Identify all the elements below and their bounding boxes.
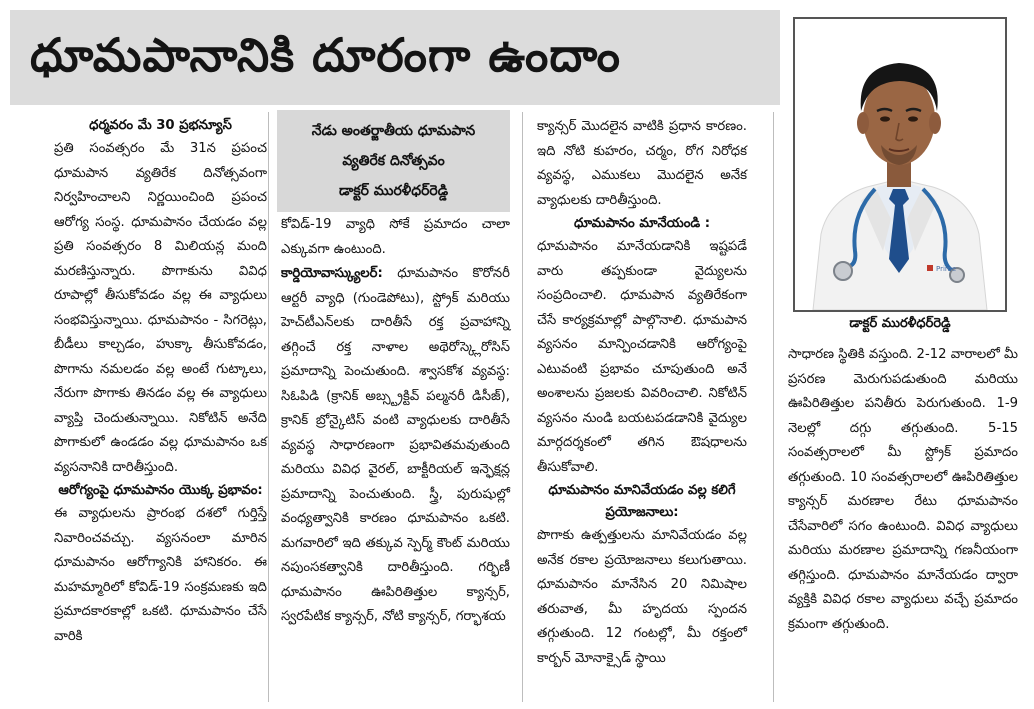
doctor-portrait-illustration (795, 19, 1005, 310)
highlight-box-line: నేడు అంతర్జాతీయ ధూమపాన (311, 123, 476, 139)
column-divider (268, 112, 269, 702)
article-column-2 (281, 213, 510, 630)
paragraph: పొగాకు ఉత్పత్తులను మానివేయడం వల్ల అనేక రకాల ప్రయోజనాలు కలుగుతాయి. ధూమపానం మానేసిన 20 నిమిషాల తరువాత, మీ హృదయ స్పందన తగ్గుతుంది. 12 గంటల్లో, మీ రక్తంలో కార్బన్ మోనాక్సైడ్ స్థాయి (537, 528, 747, 666)
dateline: ధర్మవరం మే 30 ప్రభన్యూస్ (89, 118, 232, 133)
column-divider (522, 112, 523, 702)
highlight-box (277, 110, 510, 212)
subheading: ధూమపానం మానివేయడం వల్ల కలిగే ప్రయోజనాలు: (548, 483, 736, 520)
highlight-box-line: వ్యతిరేక దినోత్సవం (342, 153, 445, 169)
article-column-1 (54, 115, 267, 649)
paragraph-text: ధూమపానం కొరోనరీ ఆర్టరీ వ్యాధి (గుండెపోటు), స్ట్రోక్ మరియు హెచ్‌టీఎన్‌లకు దారితీసే రక్త ప్రవాహాన్ని తగ్గించే రక్త నాళాల అథెరోస్క్లెరోసిస్ ప్రమాదాన్ని పెంచుతుంది. శ్వాసకోశ వ్యవస్థ: సిఓపిడి (క్రానిక్ అబ్స్ట్రక్టివ్ పల్మనరీ డిసీజ్), క్రానిక్ బ్రోన్కైటిస్ వంటి వ్యాధులకు దారితీసే వ్యవస్థ సాధారణంగా ప్రభావితమవుతుంది మరియు వివిధ వైరల్, బాక్టీరియల్ ఇన్ఫెక్షన్ల ప్రమాదాన్ని పెంచుతుంది. స్త్రీ, పురుషుల్లో వంధ్యత్వానికి కారణం ధూమపానం ఒకటి. మగవారిలో ఇది తక్కువ స్పెర్మ్ కౌంట్ మరియు నపుంసకత్వానికి దారితీస్తుంది. గర్భిణీ ధూమపానం ఊపిరితిత్తుల క్యాన్సర్, స్వరపేటిక క్యాన్సర్, నోటి క్యాన్సర్, గర్భాశయ (281, 266, 510, 624)
article-column-4 (788, 343, 1018, 637)
inline-heading: కార్డియోవాస్క్యులర్: (281, 266, 383, 281)
paragraph: కోవిడ్-19 వ్యాధి సోకే ప్రమాదం చాలా ఎక్కువగా ఉంటుంది. (281, 217, 510, 257)
subheading: ధూమపానం మానేయండి : (573, 216, 711, 231)
paragraph: ధూమపానం మానేయడానికి ఇష్టపడే వారు తప్పకుండా వైద్యులను సంప్రదించాలి. ధూమపాన వ్యతిరేకంగా చేసే కార్యక్రమాల్లో పాల్గొనాలి. ధూమపాన వ్యసనం మాన్పించడానికి ఆరోగ్యంపై ఎటువంటి ప్రభావం చూపుతుంది అనే అంశాలను ప్రజలకు వివరించాలి. నికోటిన్ వ్యసనం నుండి బయటపడడానికి వైద్యుల మార్గదర్శకంలో తగిన ఔషధాలను తీసుకోవాలి. (537, 239, 747, 475)
subheading: ఆరోగ్యంపై ధూమపానం యొక్క ప్రభావం: (58, 483, 263, 498)
photo-caption: డాక్టర్ మురళీధర్‌రెడ్డి (849, 316, 951, 331)
paragraph: ఈ వ్యాధులను ప్రారంభ దశలో గుర్తిస్తే నివారించవచ్చు. వ్యసనంలా మారిన ధూమపానం ఆరోగ్యానికి హానికరం. ఈ మహమ్మారిలో కోవిడ్-19 సంక్రమణకు ఇది ప్రమాదకారకాల్లో ఒకటి. ధూమపానం చేసే వారికి (54, 506, 267, 644)
paragraph: క్యాన్సర్ మొదలైన వాటికి ప్రధాన కారణం. ఇది నోటి కుహరం, చర్మం, రోగ నిరోధక వ్యవస్థ, ఎముకలు మొదలైన అనేక వ్యాధులకు దారితీస్తుంది. (537, 119, 747, 208)
column-divider (773, 112, 774, 702)
headline: ధూమపానానికి దూరంగా ఉందాం (30, 28, 622, 82)
photo-logo-text: Prime (936, 265, 957, 273)
paragraph: సాధారణ స్థితికి వస్తుంది. 2-12 వారాలలో మీ ప్రసరణ మెరుగుపడుతుంది మరియు ఊపిరితిత్తుల పనితీరు పెరుగుతుంది. 1-9 నెలల్లో దగ్గు తగ్గుతుంది. 5-15 సంవత్సరాలలో మీ స్ట్రోక్ ప్రమాదం తగ్గుతుంది. 10 సంవత్సరాలలో ఊపిరితిత్తుల క్యాన్సర్ మరణాల రేటు ధూమపానం చేసేవారిలో సగం ఉంటుంది. వివిధ వ్యాధులు మరియు మరణాల ప్రమాదాన్ని గణనీయంగా తగ్గిస్తుంది. ధూమపానం మానేయడం ద్వారా వ్యక్తికి వివిధ రకాల వ్యాధులు వచ్చే ప్రమాదం క్రమంగా తగ్గుతుంది. (788, 347, 1018, 632)
paragraph: ప్రతి సంవత్సరం మే 31న ప్రపంచ ధూమపాన వ్యతిరేక దినోత్సవంగా నిర్వహించాలని నిర్ణయించింది ప్రపంచ ఆరోగ్య సంస్థ. ధూమపానం చేయడం వల్ల ప్రతి సంవత్సరం 8 మిలియన్ల మంది మరణిస్తున్నారు. పొగాకును వివిధ రూపాల్లో తీసుకోవడం వల్ల ఈ వ్యాధులు సంభవిస్తున్నాయి. ధూమపానం - సిగరెట్లు, బీడీలు కాల్చడం, హుక్కా తీసుకోవడం, పొగాను నమలడం వల్ల అంటే గుట్కాలు, నేరుగా పొగాకు తినడం వల్ల ఈ వ్యాధులు వ్యాప్తి చెందుతున్నాయి. నికోటిన్ అనేది పొగాకులో ఉండడం వల్ల ధూమపానం ఒక వ్యసనానికి దారితీస్తుంది. (54, 141, 267, 475)
highlight-box-line: డాక్టర్ మురళీధర్‌రెడ్డి (338, 183, 449, 199)
article-column-3 (537, 115, 747, 671)
doctor-photo (793, 17, 1007, 312)
paragraph (281, 262, 510, 630)
